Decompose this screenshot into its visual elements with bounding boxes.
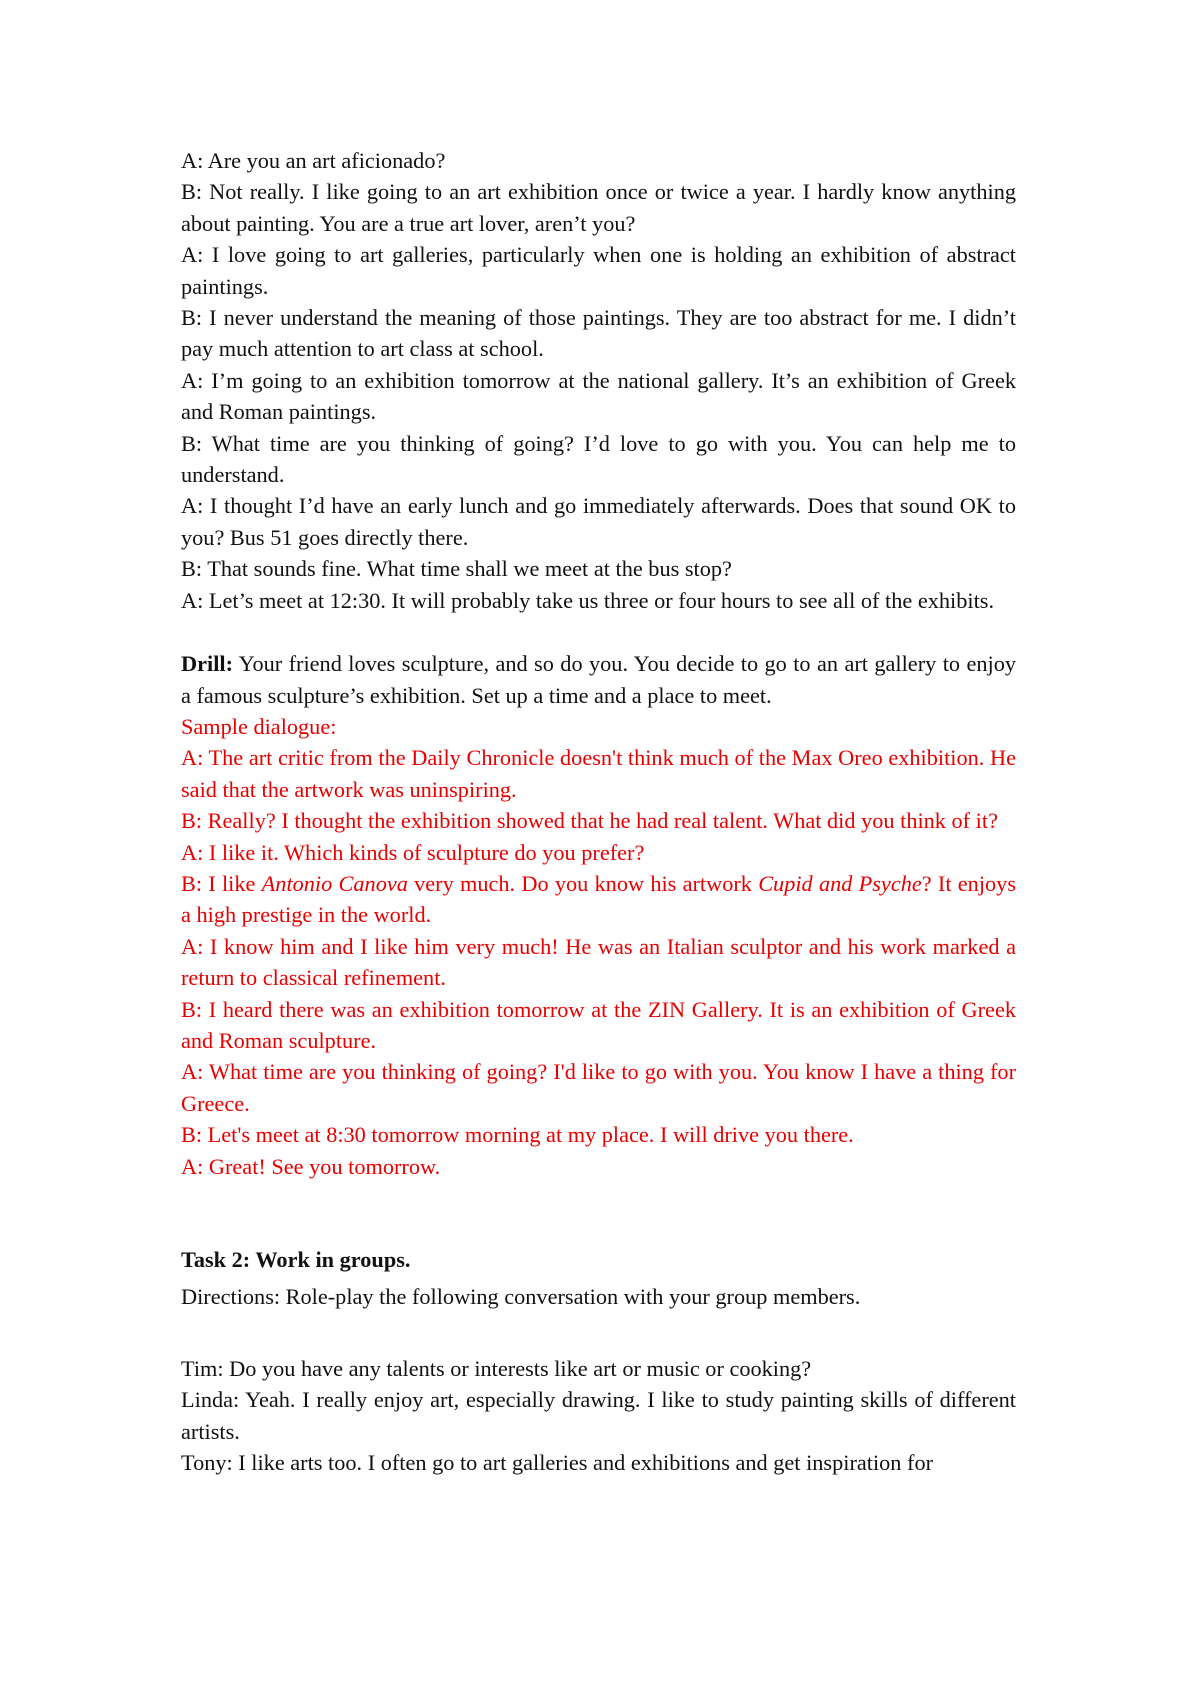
task-2-title: Task 2: Work in groups. [181, 1247, 411, 1272]
artist-name: Antonio Canova [261, 870, 408, 896]
sample-line: A: The art critic from the Daily Chronicle doesn't think much of the Max Oreo exhibition. He said that the artwork was uninspiring. [181, 745, 1016, 802]
sample-line: B: Let's meet at 8:30 tomorrow morning at my place. I will drive you there. [181, 1122, 854, 1148]
dialogue-1 [181, 145, 1016, 616]
dialogue-line: A: I thought I’d have an early lunch and go immediately afterwards. Does that sound OK to you? Bus 51 goes directly there. [181, 493, 1016, 550]
task-2-directions: Directions: Role-play the following conversation with your group members. [181, 1284, 861, 1310]
dialogue-line: A: Let’s meet at 12:30. It will probably take us three or four hours to see all of the exhibits. [181, 587, 995, 613]
dialogue-line: A: I love going to art galleries, particularly when one is holding an exhibition of abstract paintings. [181, 242, 1016, 299]
dialogue-line: A: I’m going to an exhibition tomorrow at the national gallery. It’s an exhibition of Greek and Roman paintings. [181, 367, 1016, 425]
drill-label: Drill: [181, 651, 234, 677]
dialogue-line: B: Not really. I like going to an art exhibition once or twice a year. I hardly know anything about painting. You are a true art lover, aren’t you? [181, 179, 1016, 236]
sample-text: ? It enjoys a high prestige in the world. [181, 870, 1016, 928]
sample-line: A: What time are you thinking of going? I'd like to go with you. You know I have a thing for Greece. [181, 1059, 1016, 1116]
dialogue-line: B: What time are you thinking of going? I’d love to go with you. You can help me to understand. [181, 430, 1016, 488]
dialogue-2 [181, 1353, 1016, 1479]
sample-line: A: I like it. Which kinds of sculpture do you prefer? [181, 839, 645, 865]
dialogue-line: Tony: I like arts too. I often go to art galleries and exhibitions and get inspiration for [181, 1450, 934, 1476]
dialogue-line: Tim: Do you have any talents or interests like art or music or cooking? [181, 1355, 812, 1381]
dialogue-line: B: I never understand the meaning of those paintings. They are too abstract for me. I didn’t pay much attention to art class at school. [181, 305, 1016, 362]
sample-line: A: I know him and I like him very much! He was an Italian sculptor and his work marked a return to classical refinement. [181, 933, 1016, 991]
drill-text: Your friend loves sculpture, and so do you. You decide to go to an art gallery to enjoy a famous sculpture’s exhibition. Set up a time and a place to meet. [181, 651, 1016, 708]
dialogue-line: A: Are you an art aficionado? [181, 148, 446, 173]
sample-line: B: Really? I thought the exhibition showed that he had real talent. What did you think of it? [181, 808, 998, 834]
dialogue-line: B: That sounds fine. What time shall we meet at the bus stop? [181, 556, 732, 582]
sample-line: B: I heard there was an exhibition tomorrow at the ZIN Gallery. It is an exhibition of Greek and Roman sculpture. [181, 996, 1016, 1053]
sample-heading: Sample dialogue: [181, 713, 337, 739]
sample-line: A: Great! See you tomorrow. [181, 1153, 441, 1179]
page-content [181, 145, 1016, 1478]
artwork-title: Cupid and Psyche [758, 870, 922, 896]
sample-text: very much. Do you know his artwork [407, 870, 759, 896]
sample-line [181, 868, 1016, 931]
sample-text: B: I like [181, 870, 262, 896]
drill-instruction [181, 648, 1016, 711]
sample-dialogue [181, 711, 1016, 1182]
dialogue-line: Linda: Yeah. I really enjoy art, especially drawing. I like to study painting skills of different artists. [181, 1387, 1016, 1444]
